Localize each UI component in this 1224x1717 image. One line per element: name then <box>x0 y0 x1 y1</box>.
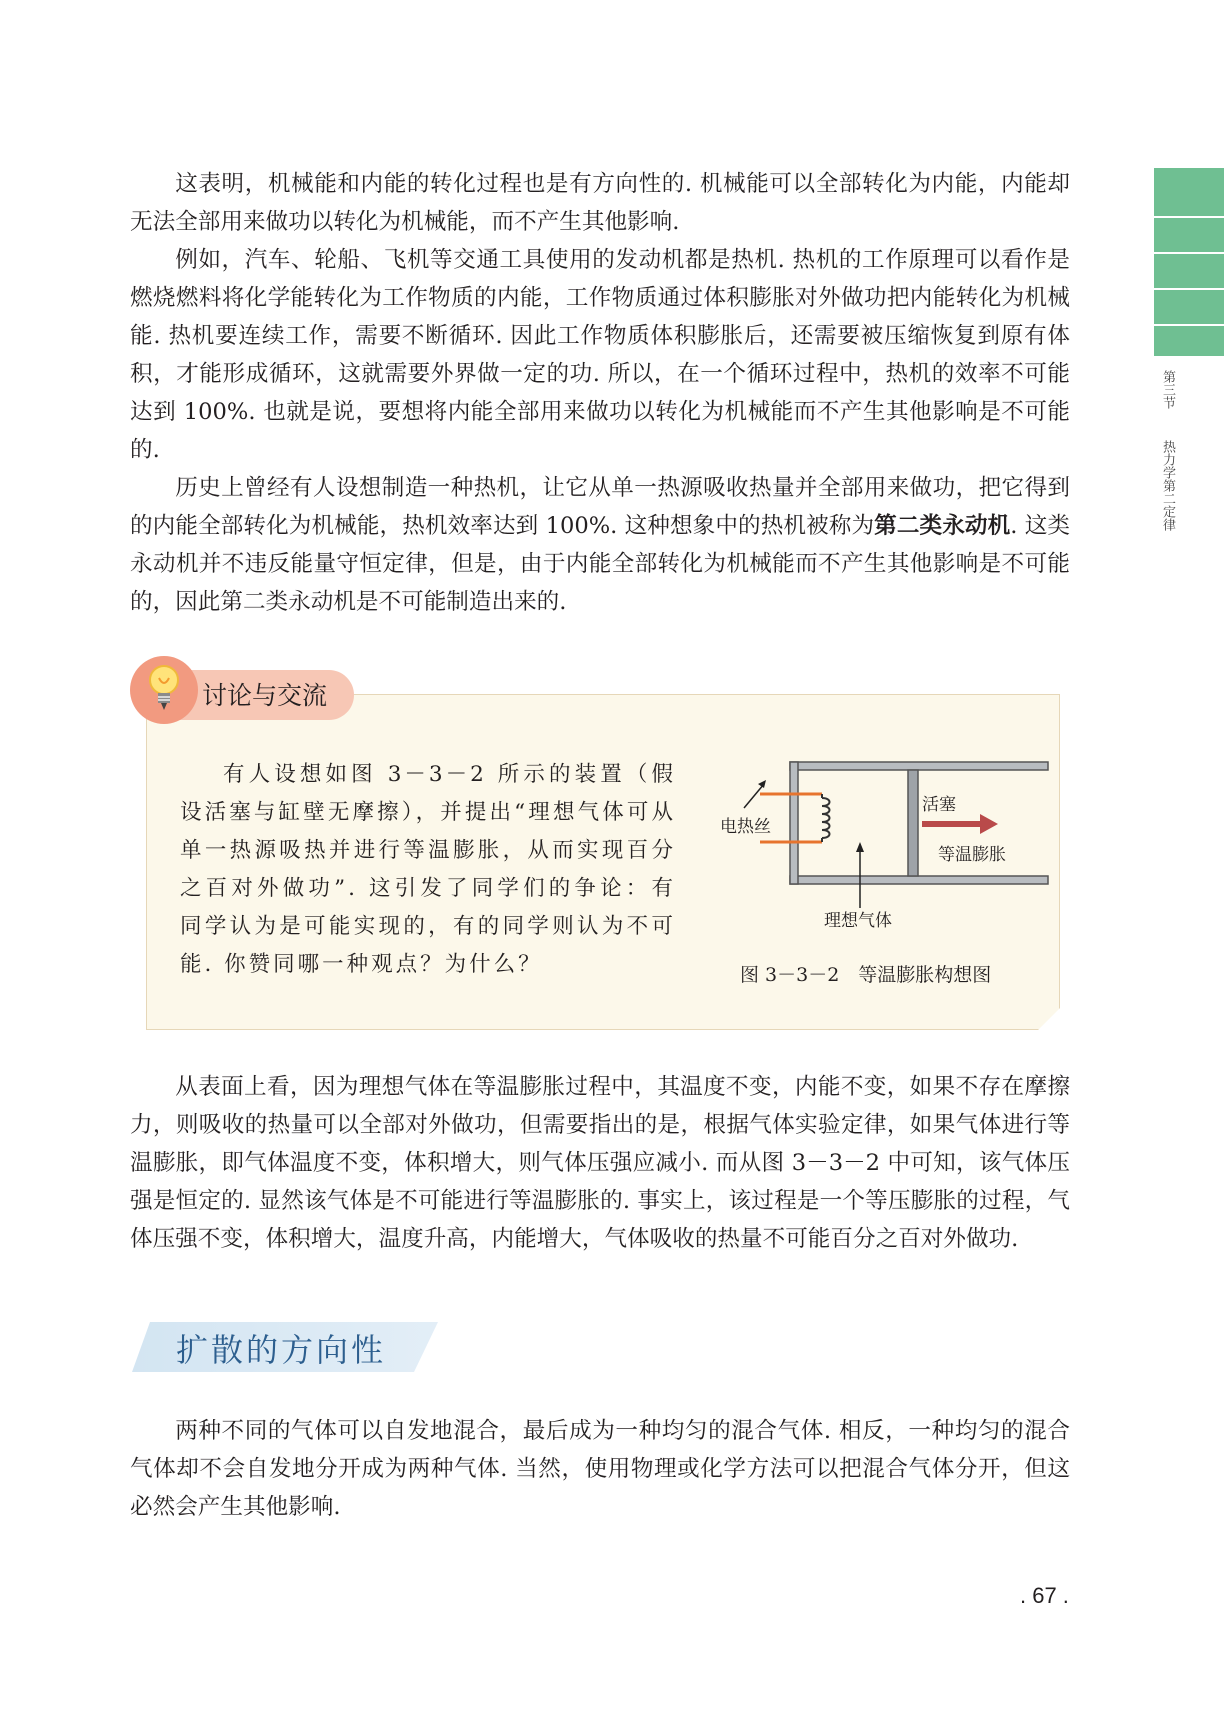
paragraph-2: 例如，汽车、轮船、飞机等交通工具使用的发动机都是热机. 热机的工作原理可以看作是燃烧燃料将化学能转化为工作物质的内能，工作物质通过体积膨胀对外做功把内能转化为机械能. 热机要连续工作，需要不断循环. 因此工作物质体积膨胀后，还需要被压缩恢复到原有体积，才能形成循环，这就需要外界做一定的功. 所以，在一个循环过程中，热机的效率不可能达到 100%. 也就是说，要想将内能全部用来做功以转化为机械能而不产生其他影响是不可能的. <box>130 247 1070 463</box>
heater-coil <box>822 798 830 838</box>
figure-caption: 图 3－3－2 等温膨胀构想图 <box>740 964 992 986</box>
paragraph-5: 两种不同的气体可以自发地混合，最后成为一种均匀的混合气体. 相反，一种均匀的混合气体却不会自发地分开成为两种气体. 当然，使用物理或化学方法可以把混合气体分开，但这必然会产生其他影响. <box>130 1418 1070 1520</box>
term-second-kind-perpetual-motion: 第二类永动机 <box>874 513 1011 539</box>
section-heading: 扩散的方向性 <box>176 1331 387 1369</box>
piston <box>908 770 918 876</box>
label-heater: 电热丝 <box>720 817 771 837</box>
cylinder-left-wall <box>790 762 798 884</box>
label-piston: 活塞 <box>922 795 956 815</box>
cylinder-bottom-wall <box>790 876 1048 884</box>
page-number: . 67 . <box>1020 1583 1069 1608</box>
label-isothermal-expansion: 等温膨胀 <box>938 845 1006 865</box>
paragraph-4: 从表面上看，因为理想气体在等温膨胀过程中，其温度不变，内能不变，如果不存在摩擦力，则吸收的热量可以全部对外做功，但需要指出的是，根据气体实验定律，如果气体进行等温膨胀，即气体温度不变，体积增大，则气体压强应减小. 而从图 3－3－2 中可知，该气体压强是恒定的. 显然该气体是不可能进行等温膨胀的. 事实上，该过程是一个等压膨胀的过程，气体压强不变，体积增大，温度升高，内能增大，气体吸收的热量不可能百分之百对外做功. <box>130 1074 1070 1252</box>
lightbulb-icon <box>143 662 185 718</box>
chapter-tab-stripes <box>1154 168 1224 356</box>
discussion-title: 讨论与交流 <box>202 681 328 710</box>
side-tab-title: 热力学第二定律 <box>1160 440 1175 531</box>
paragraph-1: 这表明，机械能和内能的转化过程也是有方向性的. 机械能可以全部转化为内能，内能却无法全部用来做功以转化为机械能，而不产生其他影响. <box>130 171 1070 235</box>
label-ideal-gas: 理想气体 <box>824 911 892 931</box>
discussion-text: 有人设想如图 3－3－2 所示的装置（假设活塞与缸壁无摩擦），并提出“理想气体可从单一热源吸热并进行等温膨胀，从而实现百分之百对外做功”. 这引发了同学们的争论：有同学认为是可能实现的，有的同学则认为不可能. 你赞同哪一种观点？为什么？ <box>180 762 676 977</box>
paragraph-3: 历史上曾经有人设想制造一种热机，让它从单一热源吸收热量并全部用来做功，把它得到的内能全部转化为机械能，热机效率达到 100%. 这种想象中的热机被称为第二类永动机. 这类永动机并不违反能量守恒定律，但是，由于内能全部转化为机械能而不产生其他影响是不可能的，因此第二类永动机是不可能制造出来的. <box>130 475 1070 615</box>
side-tab-section: 第三节 <box>1160 370 1175 409</box>
cylinder-top-wall <box>790 762 1048 770</box>
